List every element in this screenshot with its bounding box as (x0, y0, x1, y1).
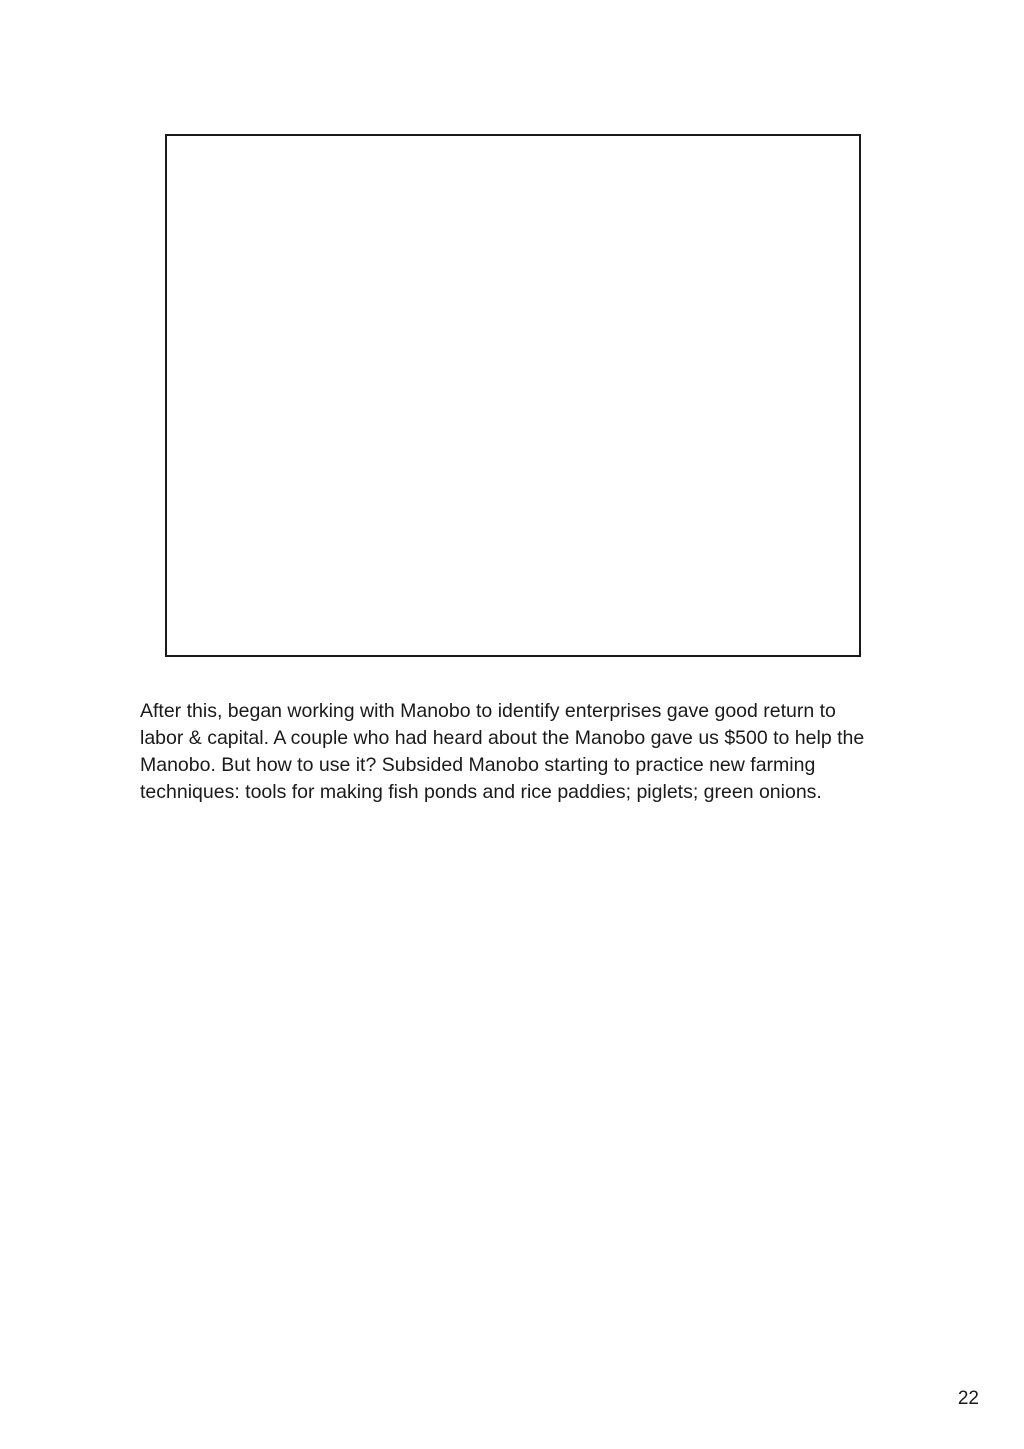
speaker-notes-paragraph: After this, began working with Manobo to identify enterprises gave good return to labor & capital. A couple who had heard about the Manobo gave us $500 to help the Manobo. But how to use it? Subsided Manobo starting to practice new farming techniques: tools for making fish ponds and rice paddies; piglets; green onions. (140, 700, 865, 803)
page-number: 22 (957, 1388, 979, 1409)
slide-thumbnail-frame (165, 134, 861, 657)
